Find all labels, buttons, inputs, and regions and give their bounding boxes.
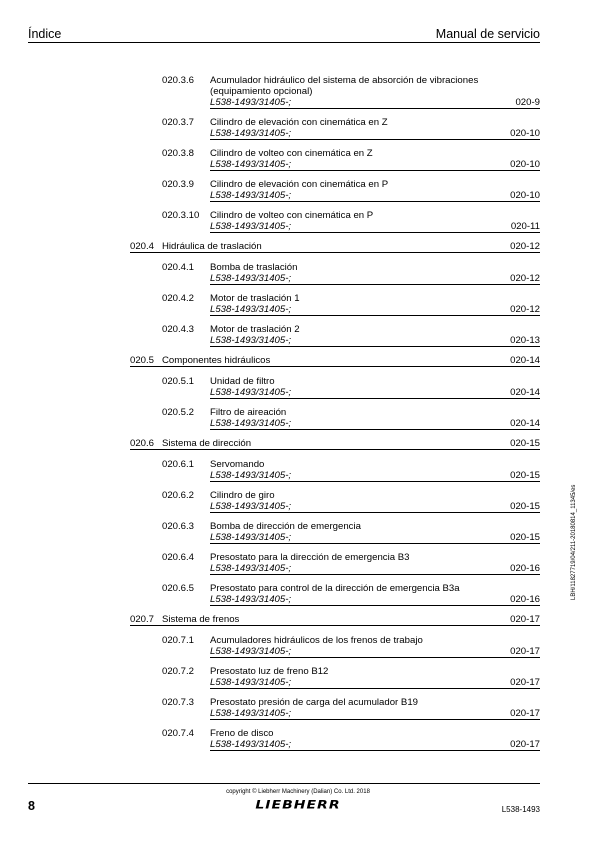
toc-rule (130, 625, 540, 626)
toc-rule (210, 688, 540, 689)
toc-model-ref: L538-1493/31405-; (210, 501, 292, 512)
toc-model-ref: L538-1493/31405-; (210, 159, 292, 170)
toc-page: 020-17 (510, 708, 540, 719)
toc-page: 020-10 (510, 190, 540, 201)
toc-title: Freno de disco (210, 728, 274, 739)
toc-number: 020.3.8 (162, 148, 195, 159)
toc-title: Cilindro de elevación con cinemática en Z (210, 117, 388, 128)
toc-number: 020.3.6 (162, 75, 195, 86)
toc-rule (210, 429, 540, 430)
document-code: LBH/11827719/04/211-20180814_11345/es (571, 484, 577, 600)
toc-rule (210, 605, 540, 606)
toc-model-ref: L538-1493/31405-; (210, 273, 292, 284)
toc-rule (130, 252, 540, 253)
manual-title: Manual de servicio (435, 27, 540, 41)
toc-rule (210, 543, 540, 544)
toc-page: 020-14 (510, 355, 540, 366)
toc-title: Componentes hidráulicos (162, 355, 271, 366)
toc-model-ref: L538-1493/31405-; (210, 646, 292, 657)
toc-title: Cilindro de volteo con cinemática en Z (210, 148, 373, 159)
toc-rule (210, 232, 540, 233)
toc-page: 020-15 (510, 501, 540, 512)
toc-model-ref: L538-1493/31405-; (210, 532, 292, 543)
toc-page: 020-16 (510, 594, 540, 605)
toc-number: 020.3.9 (162, 179, 195, 190)
toc-page: 020-11 (510, 221, 540, 232)
toc-rule (130, 366, 540, 367)
toc-rule (210, 719, 540, 720)
toc-model-ref: L538-1493/31405-; (210, 387, 292, 398)
toc-page: 020-10 (510, 159, 540, 170)
toc-number: 020.6.2 (162, 490, 195, 501)
toc-title: Bomba de traslación (210, 262, 298, 273)
toc-rule (130, 449, 540, 450)
toc-rule (210, 481, 540, 482)
toc-title: Motor de traslación 2 (210, 324, 300, 335)
toc-model-ref: L538-1493/31405-; (210, 190, 292, 201)
toc-number: 020.4 (130, 241, 155, 252)
toc-page: 020-14 (510, 387, 540, 398)
toc-model-ref: L538-1493/31405-; (210, 708, 292, 719)
toc-rule (210, 750, 540, 751)
toc-number: 020.5.2 (162, 407, 195, 418)
toc-rule (210, 398, 540, 399)
toc-title: Bomba de dirección de emergencia (210, 521, 361, 532)
toc-page: 020-17 (510, 646, 540, 657)
toc-title: Sistema de frenos (162, 614, 240, 625)
toc-title: Cilindro de elevación con cinemática en P (210, 179, 389, 190)
toc-title: Acumuladores hidráulicos de los frenos de trabajo (210, 635, 423, 646)
toc-model-ref: L538-1493/31405-; (210, 335, 292, 346)
toc-page: 020-14 (510, 418, 540, 429)
toc-title: Presostato para control de la dirección de emergencia B3a (210, 583, 460, 594)
toc-number: 020.7 (130, 614, 155, 625)
page-number: 8 (28, 799, 35, 813)
toc-page: 020-12 (510, 241, 540, 252)
section-title: Índice (28, 27, 62, 41)
toc-model-ref: L538-1493/31405-; (210, 128, 292, 139)
toc-number: 020.7.1 (162, 635, 195, 646)
toc-title: Sistema de dirección (162, 438, 252, 449)
toc-rule (210, 170, 540, 171)
toc-model-ref: L538-1493/31405-; (210, 470, 292, 481)
toc-title-continued: (equipamiento opcional) (210, 86, 313, 97)
toc-rule (210, 284, 540, 285)
toc-rule (210, 201, 540, 202)
toc-title: Cilindro de volteo con cinemática en P (210, 210, 374, 221)
copyright-notice: copyright © Liebherr Machinery (Dalian) Co. Ltd. 2018 (226, 789, 370, 795)
toc-number: 020.4.1 (162, 262, 195, 273)
toc-number: 020.5.1 (162, 376, 195, 387)
toc-model-ref: L538-1493/31405-; (210, 594, 292, 605)
toc-number: 020.6.5 (162, 583, 195, 594)
toc-page: 020-12 (510, 304, 540, 315)
toc-number: 020.4.2 (162, 293, 195, 304)
toc-page: 020-15 (510, 438, 540, 449)
toc-title: Motor de traslación 1 (210, 293, 300, 304)
toc-model-ref: L538-1493/31405-; (210, 97, 292, 108)
toc-number: 020.7.3 (162, 697, 195, 708)
toc-title: Acumulador hidráulico del sistema de absorción de vibraciones (210, 75, 479, 86)
toc-model-ref: L538-1493/31405-; (210, 677, 292, 688)
toc-page: 020-10 (510, 128, 540, 139)
toc-number: 020.6.1 (162, 459, 195, 470)
toc-rule (210, 574, 540, 575)
toc-page: 020-9 (515, 97, 540, 108)
toc-model-ref: L538-1493/31405-; (210, 563, 292, 574)
toc-page: 020-17 (510, 614, 540, 625)
toc-number: 020.6.4 (162, 552, 195, 563)
toc-page: 020-15 (510, 532, 540, 543)
toc-rule (210, 315, 540, 316)
toc-title: Servomando (210, 459, 265, 470)
toc-title: Filtro de aireación (210, 407, 287, 418)
toc-model-ref: L538-1493/31405-; (210, 418, 292, 429)
toc-number: 020.7.4 (162, 728, 195, 739)
toc-title: Presostato luz de freno B12 (210, 666, 329, 677)
toc-rule (210, 657, 540, 658)
toc-page: 020-12 (510, 273, 540, 284)
toc-rule (210, 512, 540, 513)
toc-page: 020-17 (510, 739, 540, 750)
toc-number: 020.6 (130, 438, 155, 449)
toc-number: 020.6.3 (162, 521, 195, 532)
toc-title: Presostato para la dirección de emergencia B3 (210, 552, 410, 563)
toc-rule (210, 346, 540, 347)
toc-number: 020.5 (130, 355, 155, 366)
toc-model-ref: L538-1493/31405-; (210, 739, 292, 750)
toc-model-ref: L538-1493/31405-; (210, 221, 292, 232)
footer-divider (28, 783, 540, 784)
toc-title: Cilindro de giro (210, 490, 275, 501)
toc-page: 020-16 (510, 563, 540, 574)
toc-number: 020.3.10 (162, 210, 200, 221)
toc-rule (210, 139, 540, 140)
toc-page: 020-17 (510, 677, 540, 688)
model-number: L538-1493 (501, 805, 540, 814)
toc-number: 020.3.7 (162, 117, 195, 128)
toc-title: Hidráulica de traslación (162, 241, 262, 252)
toc-model-ref: L538-1493/31405-; (210, 304, 292, 315)
liebherr-logo: LIEBHERR (255, 798, 341, 812)
toc-page: 020-13 (510, 335, 540, 346)
toc-rule (210, 108, 540, 109)
toc-number: 020.4.3 (162, 324, 195, 335)
toc-number: 020.7.2 (162, 666, 195, 677)
toc-title: Unidad de filtro (210, 376, 275, 387)
toc-title: Presostato presión de carga del acumulador B19 (210, 697, 418, 708)
toc-page: 020-15 (510, 470, 540, 481)
